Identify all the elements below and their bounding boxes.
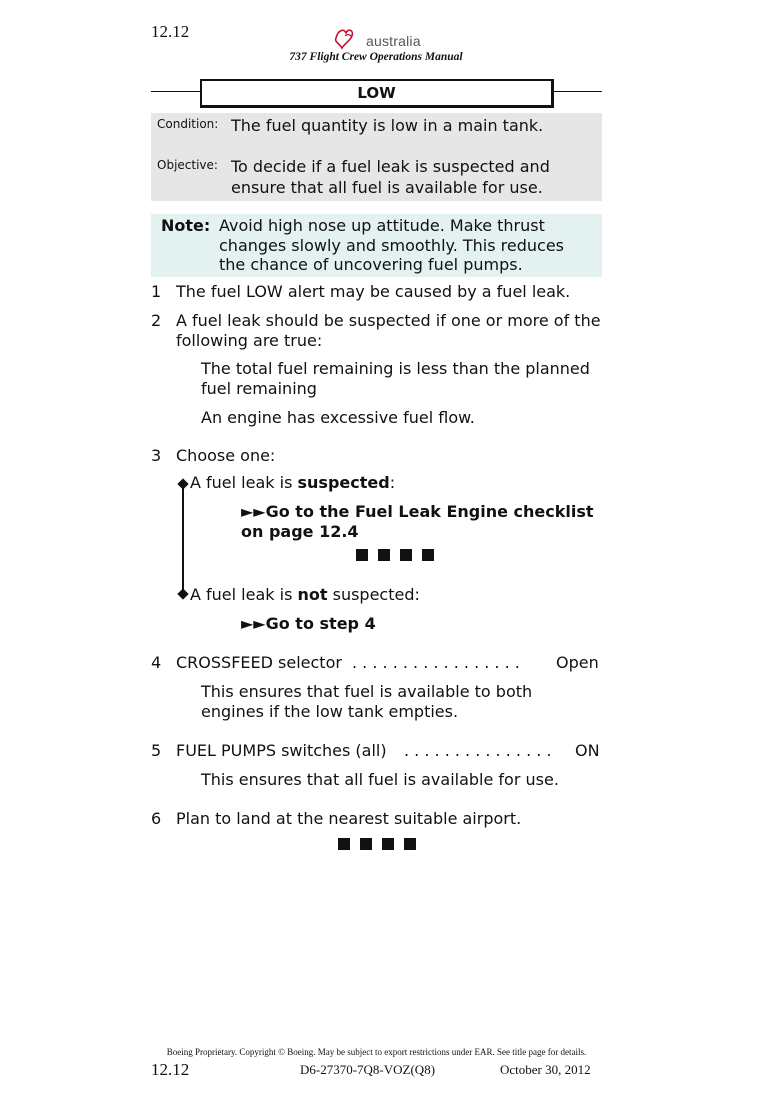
step-item: CROSSFEED selector — [176, 653, 342, 672]
choice-diamond-icon — [177, 478, 188, 489]
virgin-logo-icon — [330, 24, 370, 52]
goto-step-4: ►►Go to step 4 — [241, 614, 376, 633]
brand-logo — [330, 24, 460, 52]
choice-diamond-icon — [177, 588, 188, 599]
step-subitem: An engine has excessive fuel flow. — [201, 408, 475, 427]
choice-a: A fuel leak is suspected: — [190, 473, 396, 492]
note-text: Avoid high nose up attitude. Make thrust changes slowly and smoothly. This reduces the chance of uncovering fuel pumps. — [219, 216, 564, 274]
page-number-top: 12.12 — [151, 22, 190, 41]
step-text: The fuel LOW alert may be caused by a fuel leak. — [176, 282, 571, 301]
step-text: Choose one: — [176, 446, 276, 465]
choice-connector-line — [182, 484, 184, 594]
objective-text: To decide if a fuel leak is suspected and ensure that all fuel is available for use. — [231, 157, 550, 197]
note-label: Note: — [161, 216, 211, 235]
manual-title: 737 Flight Crew Operations Manual — [289, 51, 463, 63]
revision-date: October 30, 2012 — [500, 1062, 591, 1077]
step-note: This ensures that fuel is available to both engines if the low tank empties. — [201, 682, 533, 721]
step-dots: . . . . . . . . . . . . . . . — [404, 741, 552, 760]
goto-arrows-icon: ►► — [241, 614, 266, 633]
step-text: Plan to land at the nearest suitable airport. — [176, 809, 522, 828]
step-number: 6 — [151, 809, 162, 828]
document-code: D6-27370-7Q8-VOZ(Q8) — [300, 1062, 436, 1077]
page-number-bottom: 12.12 — [151, 1060, 190, 1079]
condition-text: The fuel quantity is low in a main tank. — [231, 116, 544, 135]
step-note: This ensures that all fuel is available for use. — [201, 770, 559, 789]
checklist-title: LOW — [200, 79, 554, 108]
objective-label: Objective: — [157, 158, 218, 172]
step-number: 4 — [151, 653, 162, 672]
step-dots: . . . . . . . . . . . . . . . . . — [352, 653, 520, 672]
step-action: Open — [556, 653, 599, 672]
brand-text: australia — [366, 33, 421, 49]
goto-fuel-leak-engine: ►►Go to the Fuel Leak Engine checklist on page 12.4 — [241, 502, 594, 541]
step-item: FUEL PUMPS switches (all) — [176, 741, 387, 760]
step-text: A fuel leak should be suspected if one or more of the following are true: — [176, 311, 601, 350]
note-box — [151, 214, 602, 277]
step-number: 1 — [151, 282, 162, 301]
condition-label: Condition: — [157, 117, 219, 131]
step-subitem: The total fuel remaining is less than the planned fuel remaining — [201, 359, 590, 398]
goto-arrows-icon: ►► — [241, 502, 266, 521]
copyright-notice: Boeing Proprietary. Copyright © Boeing. May be subject to export restrictions under EAR. See title page for details. — [166, 1047, 587, 1057]
step-number: 2 — [151, 311, 162, 330]
step-number: 3 — [151, 446, 162, 465]
condition-box — [151, 113, 602, 201]
step-number: 5 — [151, 741, 162, 760]
step-action: ON — [575, 741, 600, 760]
choice-b: A fuel leak is not suspected: — [190, 585, 420, 604]
